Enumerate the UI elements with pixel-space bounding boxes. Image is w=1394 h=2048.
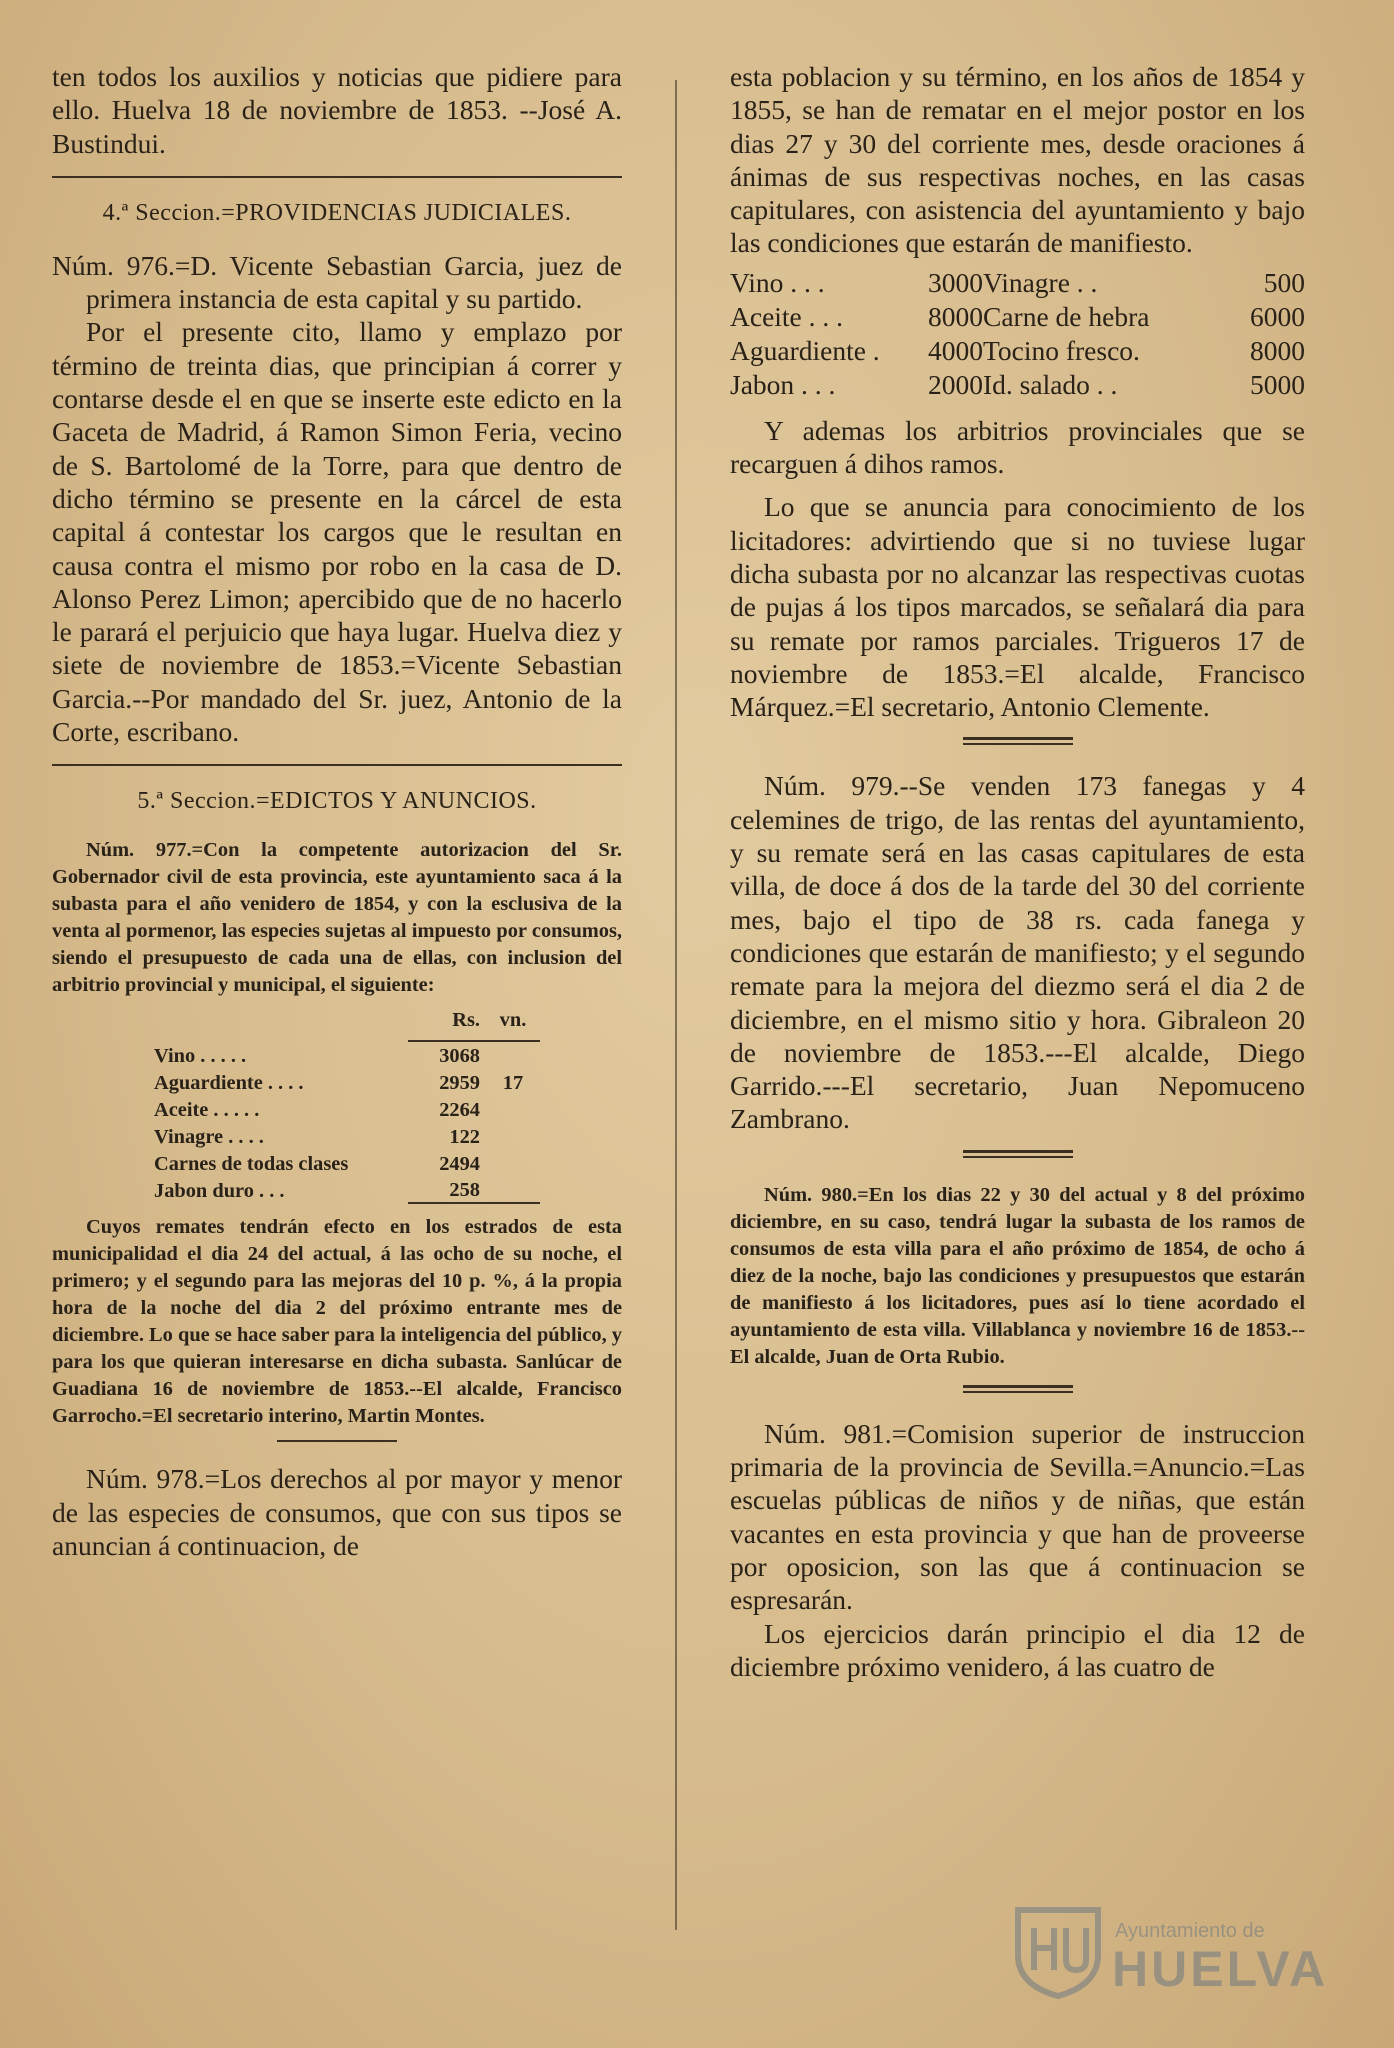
notice-976-title: Núm. 976.=D. Vicente Sebastian Garcia, juez de primera instancia de esta capital y su partido. xyxy=(52,249,622,315)
table-row: Vinagre . . . . 122 xyxy=(154,1126,480,1149)
section-rule xyxy=(52,176,622,178)
rates-table xyxy=(730,266,1305,402)
notice-978-start: Núm. 978.=Los derechos al por mayor y menor de las especies de consumos, que con sus tipos se anuncian á continuacion, de xyxy=(52,1463,622,1561)
notice-981-title: Núm. 981.=Comision superior de instruccion primaria de la provincia de Sevilla.=Anuncio.=Las escuelas públicas de niños y de niñas, que están vacantes en esta provincia y que han de proveerse por oposicion, son las que á continuacion se espresarán. xyxy=(730,1417,1305,1616)
section-rule xyxy=(52,764,622,766)
notice-978-closing: Lo que se anuncia para conocimiento de los licitadores: advirtiendo que si no tuviese lugar dicha subasta por no alcanzar las respectivas cuotas de pujas á los tipos marcados, se señalará dia para su remate por ramos parciales. Trigueros 17 de noviembre de 1853.=El alcalde, Francisco Márquez.=El secretario, Antonio Clemente. xyxy=(730,491,1305,723)
notice-979-body: Núm. 979.--Se venden 173 fanegas y 4 celemines de trigo, de las rentas del ayuntamiento, y su remate será en las casas capitulares de esta villa, de doce á dos de la tarde del 30 del corriente mes, bajo el tipo de 38 rs. cada fanega y condiciones que estarán de manifiesto; y el segundo remate para la mejora del diezmo será el dia 2 de diciembre, en el mismo sitio y hora. Gibraleon 20 de noviembre de 1853.---El alcalde, Diego Garrido.---El secretario, Juan Nepomuceno Zambrano. xyxy=(730,770,1305,1135)
table-row: Carnes de todas clases 2494 xyxy=(154,1153,480,1176)
tax-table xyxy=(148,1009,540,1204)
notice-980-body: Núm. 980.=En los dias 22 y 30 del actual y 8 del próximo diciembre, en su caso, tendrá lugar la subasta de los ramos de consumos de esta villa para el año próximo de 1854, de ocho á diez de la noche, bajo las condiciones y presupuestos que estarán de manifiesto á los licitadores, pues así lo tiene acordado el ayuntamiento de esta villa. Villablanca y noviembre 16 de 1853.--El alcalde, Juan de Orta Rubio. xyxy=(730,1183,1305,1368)
notice-976-body: Por el presente cito, llamo y emplazo por término de treinta dias, que principian á correr y contarse desde el en que se inserte este edicto en la Gaceta de Madrid, á Ramon Simon Feria, vecino de S. Bartolomé de la Torre, para que dentro de dicho término se presente en la cárcel de esta capital á contestar los cargos que le resultan en causa contra el mismo por robo en la casa de D. Alonso Perez Limon; apercibido que de no hacerlo le parará el perjuicio que haya lugar. Huelva diez y siete de noviembre de 1853.=Vicente Sebastian Garcia.--Por mandado del Sr. juez, Antonio de la Corte, escribano. xyxy=(52,316,622,748)
table-row: Aceite . . . 8000 Carne de hebra 6000 xyxy=(730,300,1305,332)
section-4-heading: 4.ª Seccion.=PROVIDENCIAS JUDICIALES. xyxy=(102,199,572,226)
notice-separator xyxy=(963,1385,1073,1393)
notice-separator xyxy=(277,1440,397,1442)
watermark-line-2: HUELVA xyxy=(1112,1941,1329,1997)
tax-header-rs: Rs. xyxy=(408,1009,486,1041)
table-row: Jabon duro . . . 258 xyxy=(148,1176,540,1203)
column-divider xyxy=(675,80,677,1930)
notice-978-arbitrios: Y ademas los arbitrios provinciales que se recarguen á dihos ramos. xyxy=(730,414,1305,480)
watermark-line-1: Ayuntamiento de xyxy=(1115,1920,1265,1942)
left-column xyxy=(52,60,622,1562)
shield-icon xyxy=(1010,1900,1106,2000)
section-5-heading: 5.ª Seccion.=EDICTOS Y ANUNCIOS. xyxy=(137,788,537,815)
notice-978-continued: esta poblacion y su término, en los años de 1854 y 1855, se han de rematar en el mejor postor en los dias 27 y 30 del corriente mes, desde oraciones á ánimas de sus respectivas noches, en las casas capitulares, con asistencia del ayuntamiento y bajo las condiciones que estarán de manifiesto. xyxy=(730,61,1305,259)
table-row: Aguardiente . . . . 2959 17 xyxy=(154,1072,524,1095)
notice-separator xyxy=(963,1150,1073,1158)
notice-977-closing: Cuyos remates tendrán efecto en los estrados de esta municipalidad el dia 24 del actual, á las ocho de su noche, el primero; y el segundo para las mejoras del 10 p. %, á la propia hora de la noche del dia 2 del próximo entrante mes de diciembre. Lo que se hace saber para la inteligencia del público, y para los que quieran interesarse en dicha subasta. Sanlúcar de Guadiana 16 de noviembre de 1853.--El alcalde, Francisco Garrocho.=El secretario interino, Martin Montes. xyxy=(52,1216,622,1428)
tax-table-header xyxy=(148,1009,540,1041)
tax-header-vn: vn. xyxy=(486,1009,540,1041)
right-column xyxy=(730,60,1305,1683)
notice-separator xyxy=(963,737,1073,745)
notice-981-body: Los ejercicios darán principio el dia 12 de diciembre próximo venidero, á las cuatro de xyxy=(730,1617,1305,1682)
huelva-watermark-logo xyxy=(1010,1900,1329,2010)
notice-977-body: Núm. 977.=Con la competente autorizacion del Sr. Gobernador civil de esta provincia, este ayuntamiento saca á la subasta para el año venidero de 1854, y con la esclusiva de la venta al pormenor, las especies sujetas al impuesto por consumos, siendo el presupuesto de cada una de ellas, con inclusion del arbitrio provincial y municipal, el siguiente: xyxy=(52,839,622,997)
intro-paragraph: ten todos los auxilios y noticias que pidiere para ello. Huelva 18 de noviembre de 1853. --José A. Bustindui. xyxy=(52,61,622,159)
table-row: Aceite . . . . . 2264 xyxy=(154,1099,480,1122)
table-row: Aguardiente . 4000 Tocino fresco. 8000 xyxy=(730,334,1305,366)
table-row: Vino . . . 3000 Vinagre . . 500 xyxy=(730,266,1305,298)
table-row: Vino . . . . . 3068 xyxy=(154,1045,480,1068)
table-row: Jabon . . . 2000 Id. salado . . 5000 xyxy=(730,368,1305,400)
